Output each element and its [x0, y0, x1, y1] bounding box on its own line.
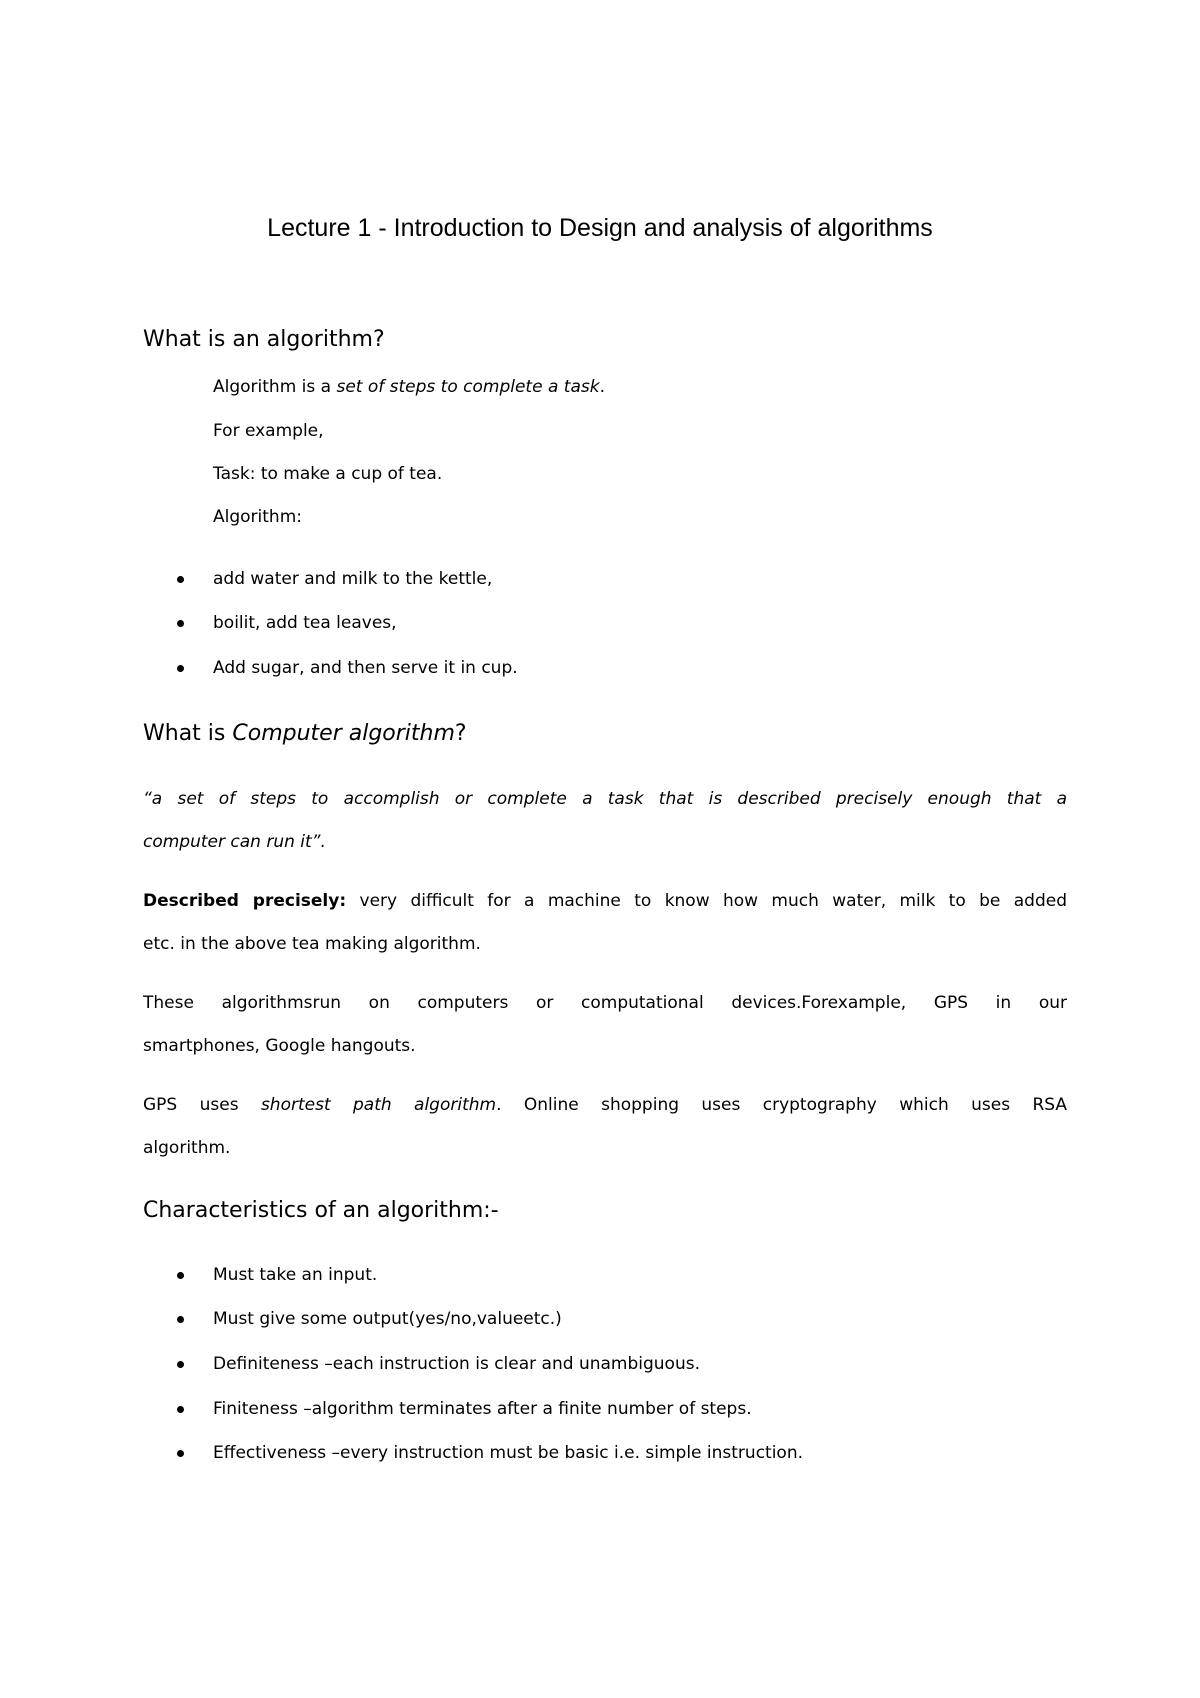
bullet-dot — [174, 1264, 186, 1286]
section-heading-computer-algorithm — [143, 720, 467, 748]
section-heading-what-is-algorithm: What is an algorithm? — [143, 327, 385, 352]
task-line: Task: to make a cup of tea. — [213, 464, 443, 484]
described-precisely-line-1 — [143, 890, 1067, 912]
list-item: Must take an input. — [213, 1265, 378, 1285]
algorithm-definition — [213, 376, 605, 398]
algorithm-label: Algorithm: — [213, 507, 302, 527]
these-algorithms-line-1: These algorithmsrun on computers or computational devices.Forexample, GPS in our — [143, 993, 1067, 1013]
bullet-dot — [174, 657, 186, 679]
list-item: Definiteness –each instruction is clear and unambiguous. — [213, 1354, 700, 1374]
bullet-dot — [174, 612, 186, 634]
list-item: Must give some output(yes/no,valueetc.) — [213, 1309, 562, 1329]
bullet-dot — [174, 1308, 186, 1330]
list-item: Add sugar, and then serve it in cup. — [213, 658, 518, 678]
quote-line-2: computer can run it”. — [143, 832, 326, 852]
definition-italic: set of steps to complete a task — [336, 377, 600, 397]
heading-italic: Computer algorithm — [232, 721, 455, 746]
definition-suffix: . — [599, 377, 605, 397]
these-algorithms-line-2: smartphones, Google hangouts. — [143, 1036, 416, 1056]
gps-rest: . Online shopping uses cryptography which uses RSA — [496, 1095, 1067, 1115]
quote-line-1: “a set of steps to accomplish or complete a task that is described precisely enough that a — [143, 789, 1067, 809]
gps-line-1 — [143, 1094, 1067, 1116]
described-precisely-text: very difficult for a machine to know how much water, milk to be added — [359, 891, 1067, 911]
bullet-dot — [174, 1442, 186, 1464]
described-precisely-line-2: etc. in the above tea making algorithm. — [143, 934, 481, 954]
list-item: add water and milk to the kettle, — [213, 569, 493, 589]
example-intro: For example, — [213, 421, 324, 441]
heading-suffix: ? — [454, 721, 467, 746]
bullet-dot — [174, 568, 186, 590]
section-heading-characteristics: Characteristics of an algorithm:- — [143, 1198, 499, 1223]
list-item: boilit, add tea leaves, — [213, 613, 397, 633]
bullet-dot — [174, 1398, 186, 1420]
gps-italic: shortest path algorithm — [260, 1095, 497, 1115]
gps-line-2: algorithm. — [143, 1138, 231, 1158]
described-precisely-label: Described precisely: — [143, 891, 347, 911]
page-title: Lecture 1 - Introduction to Design and analysis of algorithms — [267, 214, 933, 242]
gps-prefix: GPS uses — [143, 1095, 239, 1115]
definition-prefix: Algorithm is a — [213, 377, 337, 397]
list-item: Finiteness –algorithm terminates after a finite number of steps. — [213, 1399, 752, 1419]
heading-prefix: What is — [143, 721, 233, 746]
list-item: Effectiveness –every instruction must be basic i.e. simple instruction. — [213, 1443, 804, 1463]
bullet-dot — [174, 1353, 186, 1375]
